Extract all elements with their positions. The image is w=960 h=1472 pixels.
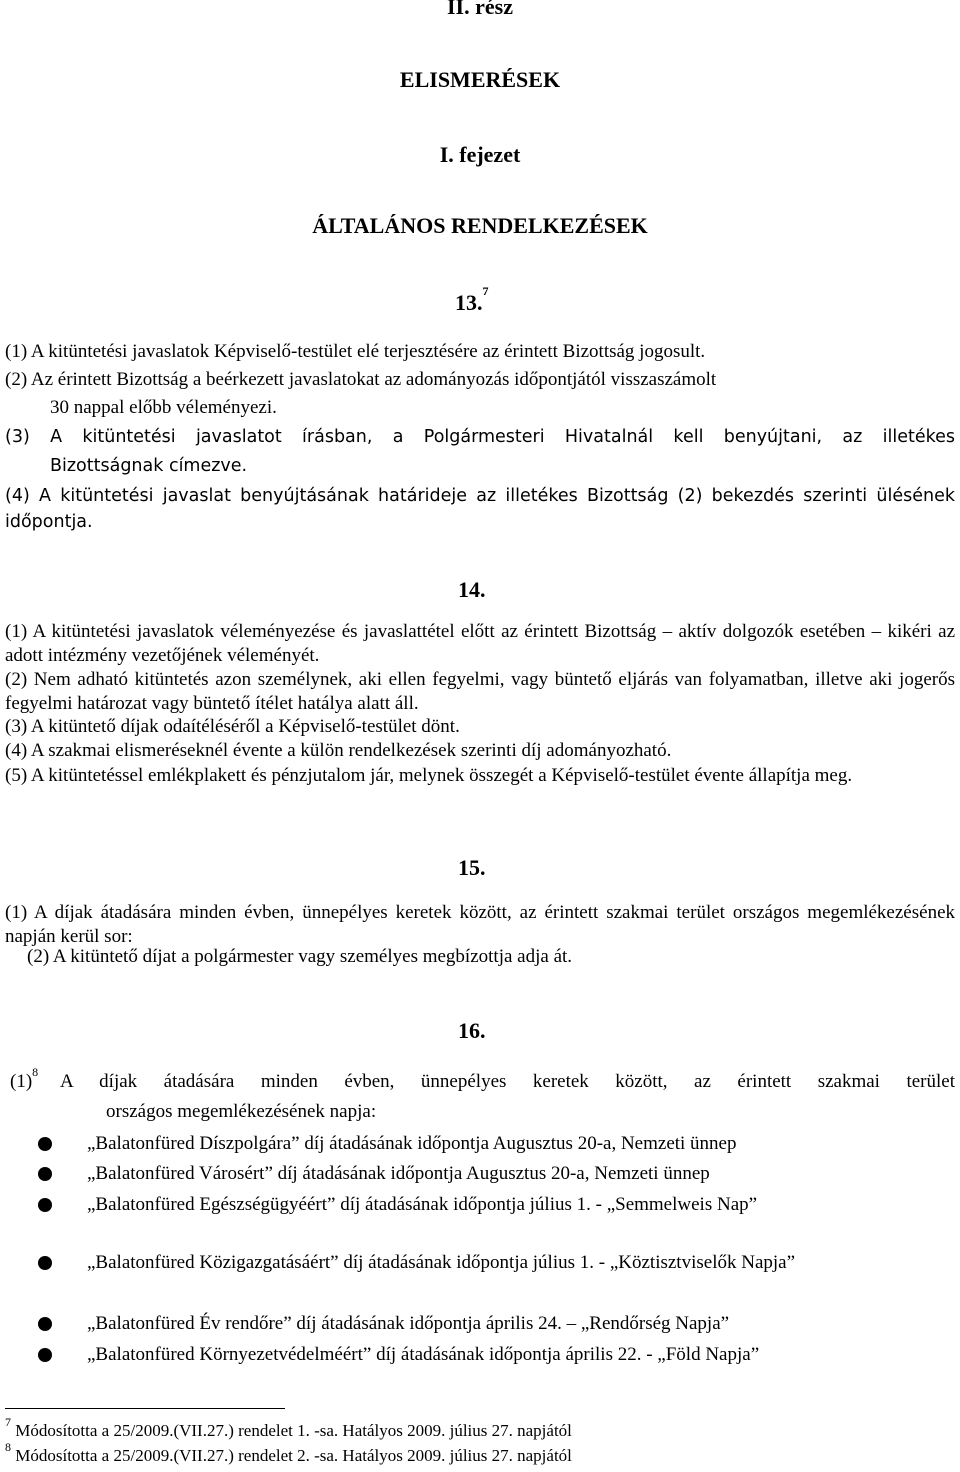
s15-paragraph-1: (1) A díjak átadására minden évben, ünnepélyes keretek között, az érintett szakmai terület országos megemlékezésének napján kerül sor: bbox=[5, 902, 955, 947]
s13-paragraph-4: (4) A kitüntetési javaslat benyújtásának határideje az illetékes Bizottság (2) bekezdés szerinti ülésének időpontja. bbox=[5, 486, 955, 532]
footnote-7-text: Módosította a 25/2009.(VII.27.) rendelet 1. -sa. Hatályos 2009. július 27. napjától bbox=[15, 1421, 572, 1440]
section-13-heading bbox=[455, 284, 489, 316]
bullet-icon bbox=[38, 1167, 52, 1181]
s16-paragraph-1-line-1: A díjak átadására minden évben, ünnepélyes keretek között, az érintett szakmai terület bbox=[60, 1071, 955, 1092]
section-16-heading: 16. bbox=[458, 1018, 486, 1043]
section-15-heading: 15. bbox=[458, 855, 486, 880]
footnote-7 bbox=[5, 1415, 572, 1441]
s15-paragraph-2: (2) A kitüntető díjat a polgármester vagy személyes megbízottja adja át. bbox=[27, 946, 573, 967]
s16-paragraph-1-number bbox=[10, 1065, 39, 1093]
footnote-8-text: Módosította a 25/2009.(VII.27.) rendelet 2. -sa. Hatályos 2009. július 27. napjától bbox=[15, 1446, 572, 1465]
s16-paragraph-number: (1) bbox=[10, 1071, 33, 1092]
award-list-item-3: „Balatonfüred Egészségügyéért” díj átadásának időpontja július 1. - „Semmelweis Nap” bbox=[87, 1194, 758, 1215]
s14-paragraph-5: (5) A kitüntetéssel emlékplakett és pénzjutalom jár, melynek összegét a Képviselő-testület évente állapítja meg. bbox=[5, 765, 853, 786]
s14-paragraph-1: (1) A kitüntetési javaslatok véleményezése és javaslattétel előtt az érintett Bizottság – aktív dolgozók esetében – kikéri az adott intézmény vezetőjének véleményét. bbox=[5, 621, 955, 666]
chapter-title: ÁLTALÁNOS RENDELKEZÉSEK bbox=[312, 213, 648, 238]
award-list-item-5: „Balatonfüred Év rendőre” díj átadásának időpontja április 24. – „Rendőrség Napja” bbox=[87, 1313, 730, 1334]
section-13-number: 13. bbox=[455, 290, 483, 315]
bullet-icon bbox=[38, 1198, 52, 1212]
s13-paragraph-2-line-1: (2) Az érintett Bizottság a beérkezett javaslatokat az adományozás időpontjától visszaszámolt bbox=[5, 369, 717, 390]
document-title: ELISMERÉSEK bbox=[399, 67, 561, 92]
bullet-icon bbox=[38, 1348, 52, 1362]
s13-paragraph-3-line-1: (3) A kitüntetési javaslatot írásban, a Polgármesteri Hivatalnál kell benyújtani, az illetékes bbox=[5, 427, 955, 447]
footnote-8-number: 8 bbox=[5, 1440, 11, 1454]
award-list-item-1: „Balatonfüred Díszpolgára” díj átadásának időpontja Augusztus 20-a, Nemzeti ünnep bbox=[87, 1133, 737, 1154]
s13-paragraph-1: (1) A kitüntetési javaslatok Képviselő-testület elé terjesztésére az érintett Bizottság jogosult. bbox=[5, 341, 706, 362]
award-list-item-6: „Balatonfüred Környezetvédelméért” díj átadásának időpontja április 22. - „Föld Napja” bbox=[87, 1344, 760, 1365]
s14-paragraph-4: (4) A szakmai elismeréseknél évente a külön rendelkezések szerinti díj adományozható. bbox=[5, 740, 672, 761]
s13-paragraph-3-line-2: Bizottságnak címezve. bbox=[50, 456, 248, 476]
award-list-item-2: „Balatonfüred Városért” díj átadásának időpontja Augusztus 20-a, Nemzeti ünnep bbox=[87, 1163, 710, 1184]
s14-paragraph-3: (3) A kitüntető díjak odaítéléséről a Képviselő-testület dönt. bbox=[5, 716, 460, 737]
s13-paragraph-2-line-2: 30 nappal előbb véleményezi. bbox=[50, 397, 277, 418]
footnote-7-number: 7 bbox=[5, 1415, 11, 1429]
chapter-heading: I. fejezet bbox=[439, 142, 521, 167]
part-heading: II. rész bbox=[447, 0, 513, 19]
bullet-icon bbox=[38, 1256, 52, 1270]
footnote-divider bbox=[5, 1408, 285, 1409]
bullet-icon bbox=[38, 1317, 52, 1331]
footnote-ref-7: 7 bbox=[482, 284, 489, 298]
award-list-item-4: „Balatonfüred Közigazgatásáért” díj átadásának időpontja július 1. - „Köztisztviselők Napja” bbox=[87, 1252, 796, 1273]
footnote-8 bbox=[5, 1440, 572, 1466]
footnote-ref-8: 8 bbox=[32, 1065, 39, 1079]
s14-paragraph-2: (2) Nem adható kitüntetés azon személynek, aki ellen fegyelmi, vagy büntető eljárás van folyamatban, illetve aki jogerős fegyelmi határozat vagy büntető ítélet hatálya alatt áll. bbox=[5, 669, 955, 714]
bullet-icon bbox=[38, 1137, 52, 1151]
s16-paragraph-1-line-2: országos megemlékezésének napja: bbox=[106, 1101, 377, 1122]
section-14-heading: 14. bbox=[458, 577, 486, 602]
